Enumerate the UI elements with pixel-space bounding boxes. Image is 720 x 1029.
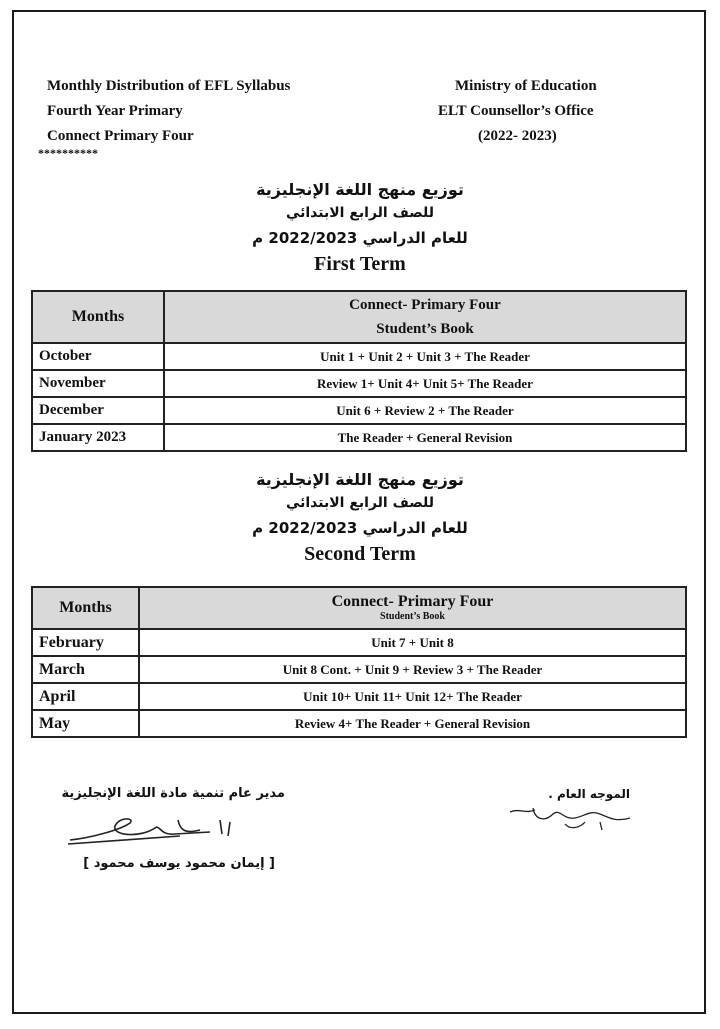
month-cell: April xyxy=(32,683,139,710)
table-row xyxy=(32,683,686,710)
second-term-title: Second Term xyxy=(304,543,416,565)
table-row xyxy=(32,397,686,424)
content-cell: Unit 8 Cont. + Unit 9 + Review 3 + The Reader xyxy=(139,656,686,683)
header-right-line2: ELT Counsellor’s Office xyxy=(438,103,594,119)
left-signatory-title: مدير عام تنمية مادة اللغة الإنجليزية xyxy=(61,786,285,801)
first-term-table xyxy=(31,290,687,452)
content-cell: Review 1+ Unit 4+ Unit 5+ The Reader xyxy=(164,370,686,397)
month-cell: October xyxy=(32,343,164,370)
header-left-line1: Monthly Distribution of EFL Syllabus xyxy=(47,78,291,94)
separator-stars: ********** xyxy=(38,146,98,160)
month-cell: May xyxy=(32,710,139,737)
content-cell: Unit 10+ Unit 11+ Unit 12+ The Reader xyxy=(139,683,686,710)
table-row xyxy=(32,370,686,397)
header-right-line3: (2022- 2023) xyxy=(478,128,557,144)
table-row xyxy=(32,710,686,737)
second-term-table xyxy=(31,586,687,738)
table-row xyxy=(32,424,686,451)
table-row xyxy=(32,343,686,370)
first-term-arabic-year: للعام الدراسي 2022/2023 م xyxy=(252,229,468,247)
content-header-line2: Student’s Book xyxy=(380,611,445,622)
months-header: Months xyxy=(32,587,139,629)
table-row xyxy=(32,656,686,683)
content-header-line1: Connect- Primary Four xyxy=(331,593,494,610)
content-cell: Unit 1 + Unit 2 + Unit 3 + The Reader xyxy=(164,343,686,370)
month-cell: March xyxy=(32,656,139,683)
header-left-line3: Connect Primary Four xyxy=(47,128,194,144)
left-signature-scribble xyxy=(60,808,240,853)
content-header-line2: Student’s Book xyxy=(376,321,474,337)
second-term-arabic-year: للعام الدراسي 2022/2023 م xyxy=(252,519,468,537)
right-signatory-title: الموجه العام . xyxy=(548,787,630,801)
content-header xyxy=(139,587,686,629)
header-right-line1: Ministry of Education xyxy=(455,78,597,94)
month-cell: December xyxy=(32,397,164,424)
months-header: Months xyxy=(32,291,164,343)
right-signature-scribble xyxy=(505,800,645,840)
first-term-arabic-title: توزيع منهج اللغة الإنجليزية xyxy=(256,180,464,199)
header-left-line2: Fourth Year Primary xyxy=(47,103,183,119)
month-cell: November xyxy=(32,370,164,397)
second-term-arabic-grade: للصف الرابع الابتدائي xyxy=(285,495,435,511)
content-cell: The Reader + General Revision xyxy=(164,424,686,451)
content-cell: Unit 7 + Unit 8 xyxy=(139,629,686,656)
left-signatory-name: [ إيمان محمود يوسف محمود ] xyxy=(83,856,275,871)
second-term-arabic-title: توزيع منهج اللغة الإنجليزية xyxy=(256,470,464,489)
content-cell: Unit 6 + Review 2 + The Reader xyxy=(164,397,686,424)
month-cell: February xyxy=(32,629,139,656)
first-term-title: First Term xyxy=(314,253,406,275)
table-row xyxy=(32,629,686,656)
first-term-arabic-grade: للصف الرابع الابتدائي xyxy=(285,205,435,221)
month-cell: January 2023 xyxy=(32,424,164,451)
content-header xyxy=(164,291,686,343)
content-cell: Review 4+ The Reader + General Revision xyxy=(139,710,686,737)
content-header-line1: Connect- Primary Four xyxy=(349,297,501,313)
